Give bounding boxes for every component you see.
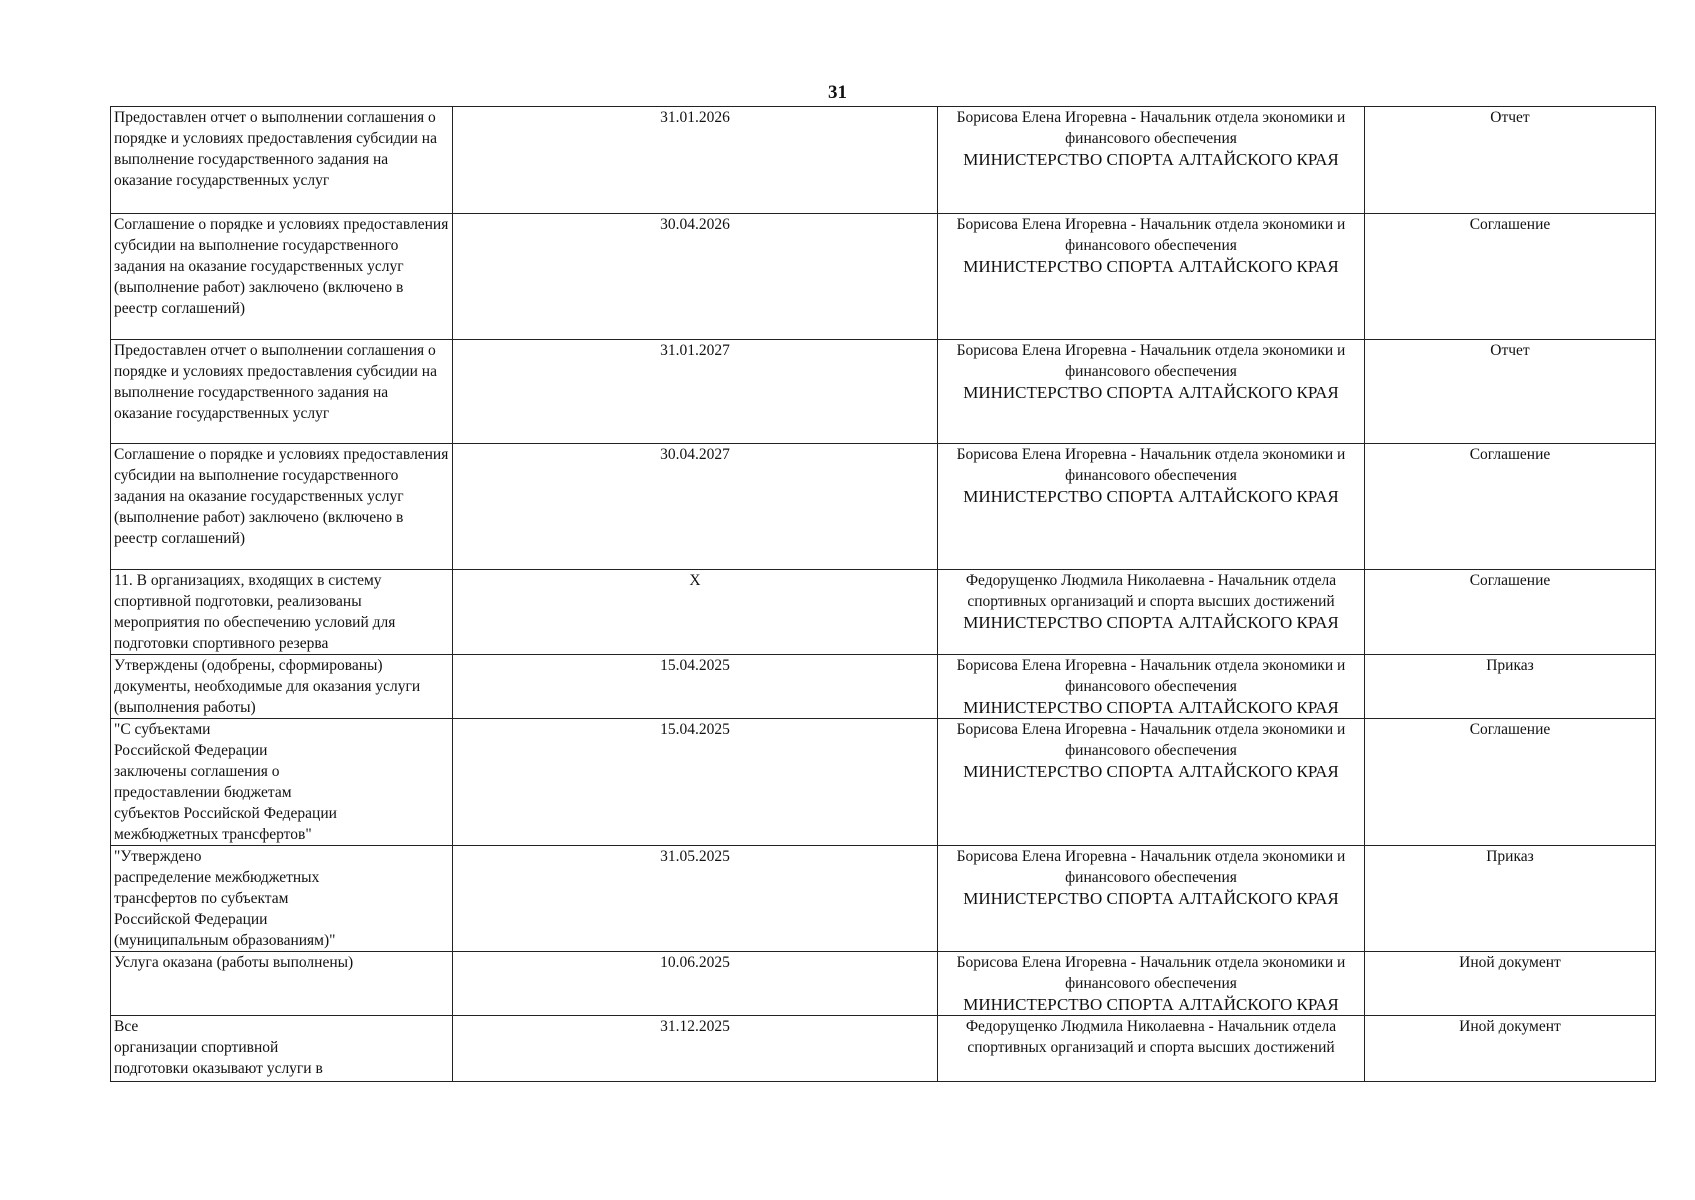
responsible-person: Борисова Елена Игоревна - Начальник отдела экономики и финансового обеспечения	[956, 446, 1346, 484]
table-row	[111, 1016, 1656, 1082]
date-cell: X	[453, 570, 938, 655]
responsible-organization: МИНИСТЕРСТВО СПОРТА АЛТАЙСКОГО КРАЯ	[963, 762, 1339, 781]
responsible-cell	[938, 1016, 1365, 1082]
date-cell: 30.04.2026	[453, 214, 938, 340]
responsible-person: Борисова Елена Игоревна - Начальник отдела экономики и финансового обеспечения	[956, 216, 1346, 254]
event-cell: Утверждены (одобрены, сформированы) документы, необходимые для оказания услуги (выполнения работы)	[111, 655, 453, 719]
page-number: 31	[828, 82, 847, 103]
responsible-cell	[938, 952, 1365, 1016]
document-type-cell: Соглашение	[1365, 719, 1656, 846]
date-cell: 31.05.2025	[453, 846, 938, 952]
responsible-organization: МИНИСТЕРСТВО СПОРТА АЛТАЙСКОГО КРАЯ	[963, 150, 1339, 169]
table-row	[111, 846, 1656, 952]
event-cell: Предоставлен отчет о выполнении соглашения о порядке и условиях предоставления субсидии на выполнение государственного задания на оказание государственных услуг	[111, 107, 453, 214]
event-cell: "С субъектами Российской Федерации заключены соглашения о предоставлении бюджетам субъектов Российской Федерации межбюджетных трансфертов"	[111, 719, 453, 846]
date-cell: 31.01.2026	[453, 107, 938, 214]
table-row	[111, 107, 1656, 214]
table-row	[111, 340, 1656, 444]
document-type-cell: Соглашение	[1365, 444, 1656, 570]
responsible-cell	[938, 655, 1365, 719]
event-cell: Услуга оказана (работы выполнены)	[111, 952, 453, 1016]
document-type-cell: Иной документ	[1365, 952, 1656, 1016]
responsible-person: Борисова Елена Игоревна - Начальник отдела экономики и финансового обеспечения	[956, 848, 1346, 886]
table-row	[111, 952, 1656, 1016]
responsible-organization: МИНИСТЕРСТВО СПОРТА АЛТАЙСКОГО КРАЯ	[963, 995, 1339, 1014]
date-cell: 31.12.2025	[453, 1016, 938, 1082]
document-type-cell: Соглашение	[1365, 214, 1656, 340]
table-row	[111, 719, 1656, 846]
document-type-cell: Отчет	[1365, 107, 1656, 214]
event-cell: Предоставлен отчет о выполнении соглашения о порядке и условиях предоставления субсидии на выполнение государственного задания на оказание государственных услуг	[111, 340, 453, 444]
table-row	[111, 655, 1656, 719]
responsible-organization: МИНИСТЕРСТВО СПОРТА АЛТАЙСКОГО КРАЯ	[963, 383, 1339, 402]
responsible-person: Борисова Елена Игоревна - Начальник отдела экономики и финансового обеспечения	[956, 721, 1346, 759]
event-cell: "Утверждено распределение межбюджетных трансфертов по субъектам Российской Федерации (муниципальным образованиям)"	[111, 846, 453, 952]
date-cell: 10.06.2025	[453, 952, 938, 1016]
event-cell: Соглашение о порядке и условиях предоставления субсидии на выполнение государственного задания на оказание государственных услуг (выполнение работ) заключено (включено в реестр соглашений)	[111, 444, 453, 570]
table-row	[111, 444, 1656, 570]
responsible-person: Борисова Елена Игоревна - Начальник отдела экономики и финансового обеспечения	[956, 657, 1346, 695]
responsible-organization: МИНИСТЕРСТВО СПОРТА АЛТАЙСКОГО КРАЯ	[963, 889, 1339, 908]
date-cell: 31.01.2027	[453, 340, 938, 444]
document-type-cell: Соглашение	[1365, 570, 1656, 655]
date-cell: 15.04.2025	[453, 655, 938, 719]
responsible-cell	[938, 719, 1365, 846]
responsible-person: Борисова Елена Игоревна - Начальник отдела экономики и финансового обеспечения	[956, 342, 1346, 380]
responsible-cell	[938, 444, 1365, 570]
responsible-cell	[938, 214, 1365, 340]
event-cell: 11. В организациях, входящих в систему спортивной подготовки, реализованы мероприятия по обеспечению условий для подготовки спортивного резерва	[111, 570, 453, 655]
document-type-cell: Приказ	[1365, 655, 1656, 719]
document-type-cell: Отчет	[1365, 340, 1656, 444]
responsible-person: Борисова Елена Игоревна - Начальник отдела экономики и финансового обеспечения	[956, 109, 1346, 147]
responsible-cell	[938, 846, 1365, 952]
table-row	[111, 214, 1656, 340]
responsible-cell	[938, 570, 1365, 655]
responsible-organization: МИНИСТЕРСТВО СПОРТА АЛТАЙСКОГО КРАЯ	[963, 257, 1339, 276]
date-cell: 15.04.2025	[453, 719, 938, 846]
responsible-cell	[938, 107, 1365, 214]
responsible-cell	[938, 340, 1365, 444]
responsible-person: Борисова Елена Игоревна - Начальник отдела экономики и финансового обеспечения	[956, 954, 1346, 992]
date-cell: 30.04.2027	[453, 444, 938, 570]
table-row	[111, 570, 1656, 655]
document-type-cell: Иной документ	[1365, 1016, 1656, 1082]
responsible-organization: МИНИСТЕРСТВО СПОРТА АЛТАЙСКОГО КРАЯ	[963, 613, 1339, 632]
responsible-organization: МИНИСТЕРСТВО СПОРТА АЛТАЙСКОГО КРАЯ	[963, 698, 1339, 717]
event-cell: Соглашение о порядке и условиях предоставления субсидии на выполнение государственного задания на оказание государственных услуг (выполнение работ) заключено (включено в реестр соглашений)	[111, 214, 453, 340]
responsible-person: Федорущенко Людмила Николаевна - Начальник отдела спортивных организаций и спорта высших достижений	[965, 1018, 1337, 1056]
responsible-organization: МИНИСТЕРСТВО СПОРТА АЛТАЙСКОГО КРАЯ	[963, 487, 1339, 506]
responsible-person: Федорущенко Людмила Николаевна - Начальник отдела спортивных организаций и спорта высших достижений	[965, 572, 1337, 610]
document-type-cell: Приказ	[1365, 846, 1656, 952]
plan-table	[110, 106, 1656, 1082]
event-cell: Все организации спортивной подготовки оказывают услуги в	[111, 1016, 453, 1082]
